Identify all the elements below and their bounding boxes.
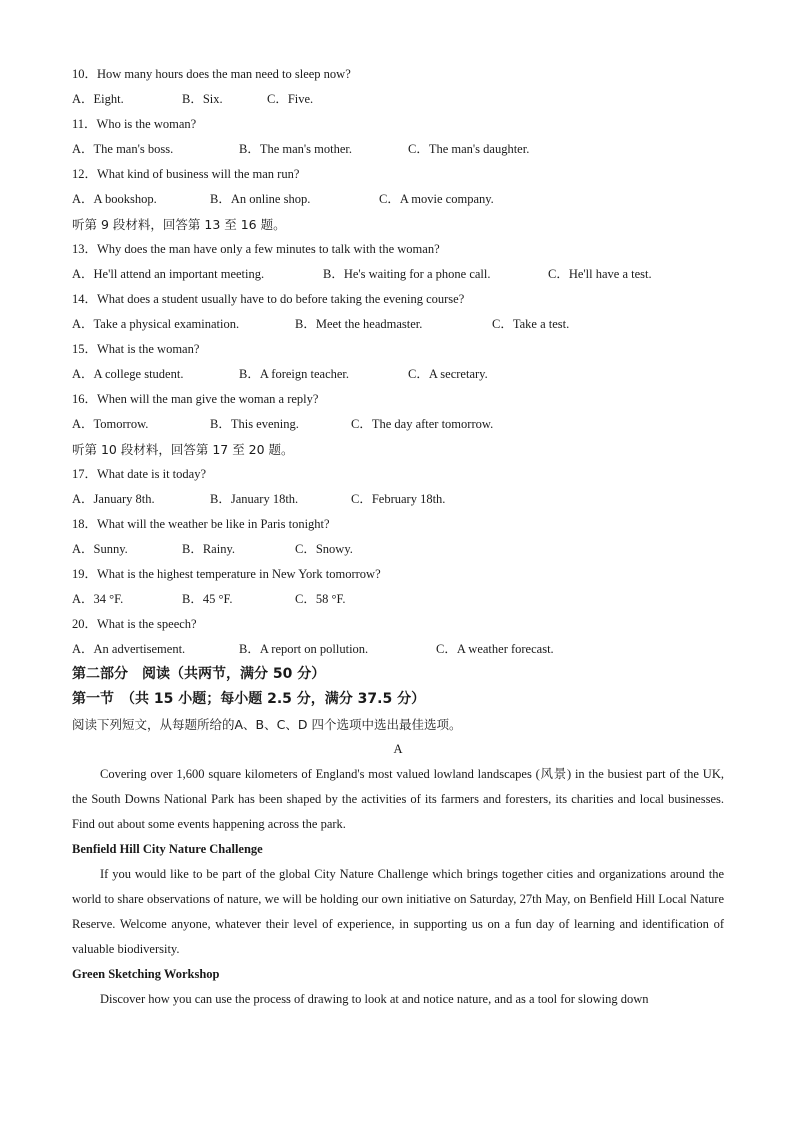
question-14: 14．What does a student usually have to do before taking the evening course? <box>72 292 465 306</box>
event-2-title: Green Sketching Workshop <box>72 967 220 981</box>
instruction-segment-10: 听第 10 段材料，回答第 17 至 20 题。 <box>72 442 294 457</box>
event-1-text: If you would like to be part of the global City Nature Challenge which brings together cities and organizations around the world to share observations of nature, we will be holding our own initiative on Saturday, 27th May, on Benfield Hill Local Nature Reserve. Welcome anyone, whatever their level of experience, in supporting us on a fun day of learning and identification of valuable biodiversity. <box>72 867 724 956</box>
option-a: A．Eight. <box>72 92 124 106</box>
option-c: C．A weather forecast. <box>436 642 554 656</box>
option-b: B．A report on pollution. <box>239 642 369 656</box>
option-b: B．He's waiting for a phone call. <box>323 267 491 281</box>
option-b: B．An online shop. <box>210 192 311 206</box>
option-b: B．This evening. <box>210 417 299 431</box>
option-c: C．The man's daughter. <box>408 142 530 156</box>
question-17-options <box>72 487 724 512</box>
question-12-options <box>72 187 724 212</box>
option-a: A．An advertisement. <box>72 642 186 656</box>
option-b: B．45 °F. <box>182 592 233 606</box>
option-a: A．He'll attend an important meeting. <box>72 267 265 281</box>
passage-label: A <box>393 742 403 756</box>
option-c: C．A secretary. <box>408 367 488 381</box>
question-20-options <box>72 637 724 662</box>
option-a: A．Tomorrow. <box>72 417 149 431</box>
option-c: C．Snowy. <box>295 542 353 556</box>
question-15: 15．What is the woman? <box>72 342 200 356</box>
instruction-segment-9: 听第 9 段材料，回答第 13 至 16 题。 <box>72 217 286 232</box>
question-11-options <box>72 137 724 162</box>
option-a: A．A bookshop. <box>72 192 157 206</box>
question-17: 17．What date is it today? <box>72 467 206 481</box>
option-a: A．A college student. <box>72 367 184 381</box>
question-19-options <box>72 587 724 612</box>
question-20: 20．What is the speech? <box>72 617 197 631</box>
option-c: C．February 18th. <box>351 492 446 506</box>
event-2-text: Discover how you can use the process of drawing to look at and notice nature, and as a tool for slowing down <box>100 992 649 1006</box>
option-a: A．January 8th. <box>72 492 155 506</box>
option-c: C．Five. <box>267 92 314 106</box>
section-one-title: 第一节 （共 15 小题；每小题 2.5 分，满分 37.5 分） <box>72 691 426 707</box>
option-c: C．He'll have a test. <box>548 267 652 281</box>
question-10: 10．How many hours does the man need to sleep now? <box>72 67 351 81</box>
option-c: C．The day after tomorrow. <box>351 417 494 431</box>
option-b: B．Meet the headmaster. <box>295 317 423 331</box>
option-c: C．Take a test. <box>492 317 570 331</box>
document-page <box>72 62 724 1012</box>
question-15-options <box>72 362 724 387</box>
question-18: 18．What will the weather be like in Paris tonight? <box>72 517 330 531</box>
event-1-title: Benfield Hill City Nature Challenge <box>72 842 263 856</box>
option-b: B．January 18th. <box>210 492 299 506</box>
question-13: 13．Why does the man have only a few minutes to talk with the woman? <box>72 242 440 256</box>
option-b: B．Rainy. <box>182 542 236 556</box>
question-10-options <box>72 87 724 112</box>
question-11: 11．Who is the woman? <box>72 117 197 131</box>
passage-intro: Covering over 1,600 square kilometers of England's most valued lowland landscapes (风景) in the busiest part of the UK, the South Downs National Park has been shaped by the activities of its farmers and foresters, its charities and local businesses. Find out about some events happening across the park. <box>72 767 724 831</box>
question-13-options <box>72 262 724 287</box>
reading-instruction: 阅读下列短文，从每题所给的A、B、C、D 四个选项中选出最佳选项。 <box>72 717 462 732</box>
option-b: B．The man's mother. <box>239 142 353 156</box>
option-a: A．The man's boss. <box>72 142 174 156</box>
option-b: B．Six. <box>182 92 223 106</box>
question-16: 16．When will the man give the woman a reply? <box>72 392 319 406</box>
question-16-options <box>72 412 724 437</box>
question-14-options <box>72 312 724 337</box>
option-b: B．A foreign teacher. <box>239 367 350 381</box>
question-18-options <box>72 537 724 562</box>
option-a: A．Sunny. <box>72 542 128 556</box>
question-19: 19．What is the highest temperature in New York tomorrow? <box>72 567 381 581</box>
option-c: C．A movie company. <box>379 192 494 206</box>
option-a: A．Take a physical examination. <box>72 317 240 331</box>
part-two-title: 第二部分 阅读（共两节，满分 50 分） <box>72 666 326 682</box>
question-12: 12．What kind of business will the man run? <box>72 167 300 181</box>
option-c: C．58 °F. <box>295 592 346 606</box>
option-a: A．34 °F. <box>72 592 124 606</box>
